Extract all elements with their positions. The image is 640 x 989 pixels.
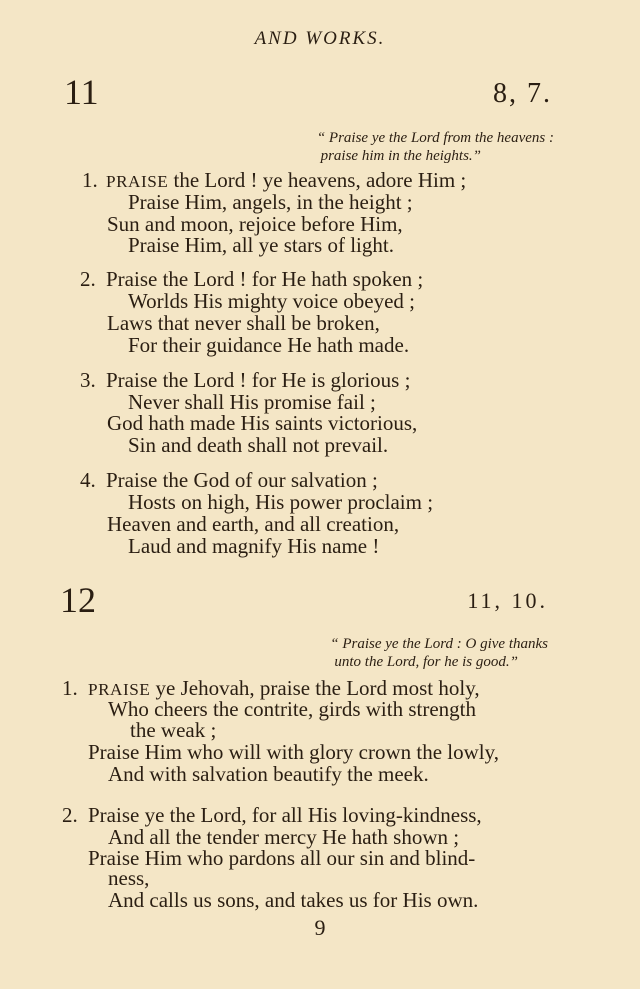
verse-line: Praise Him, all ye stars of light.: [128, 233, 394, 257]
page-number: 9: [314, 915, 326, 940]
verse-number: 4.: [80, 468, 96, 492]
verse-number: 1.: [82, 168, 98, 192]
verse-line: [80, 267, 423, 291]
running-head: AND WORKS.: [254, 28, 386, 49]
verse-line: God hath made His saints victorious,: [107, 411, 418, 435]
epigraph-line: praise him in the heights.”: [320, 148, 481, 164]
verse-line: Sun and moon, rejoice before Him,: [107, 212, 403, 236]
line-text: Praise ye the Lord, for all His loving-kindness,: [88, 803, 482, 827]
hymn-meter: 8, 7.: [493, 78, 552, 109]
verse-line: the weak ;: [130, 718, 217, 742]
hymn-number: 11: [64, 72, 99, 112]
verse-number: 2.: [62, 803, 78, 827]
verse-line: And calls us sons, and takes us for His own.: [108, 888, 479, 912]
verse-line: Praise Him, angels, in the height ;: [128, 190, 413, 214]
line-text: Praise the Lord ! for He is glorious ;: [106, 368, 411, 392]
epigraph-line: unto the Lord, for he is good.”: [334, 654, 518, 670]
verse-line: [62, 803, 482, 827]
verse-number: 2.: [80, 267, 96, 291]
first-word: PRAISE: [106, 172, 169, 191]
epigraph-line: “ Praise ye the Lord : O give thanks: [330, 636, 548, 652]
verse-line: Heaven and earth, and all creation,: [107, 512, 400, 536]
verse-number: 3.: [80, 368, 96, 392]
verse-line: Sin and death shall not prevail.: [128, 433, 389, 457]
verse-line: And with salvation beautify the meek.: [108, 762, 429, 786]
verse-line: [80, 368, 410, 392]
line-text: ye Jehovah, praise the Lord most holy,: [150, 676, 480, 700]
verse-line: Who cheers the contrite, girds with strength: [108, 697, 476, 721]
verse-line: ness,: [108, 866, 150, 890]
verse-line: And all the tender mercy He hath shown ;: [108, 825, 460, 849]
verse-line: Praise Him who will with glory crown the lowly,: [88, 740, 500, 764]
verse-line: [80, 468, 378, 492]
verse-line: For their guidance He hath made.: [128, 333, 410, 357]
verse-line: Hosts on high, His power proclaim ;: [128, 490, 434, 514]
line-text: Praise the Lord ! for He hath spoken ;: [106, 267, 424, 291]
verse-line: Laud and magnify His name !: [128, 534, 380, 558]
verse-line: Worlds His mighty voice obeyed ;: [128, 289, 416, 313]
verse-line: Laws that never shall be broken,: [107, 311, 380, 335]
hymn-number: 12: [60, 580, 96, 620]
line-text: the Lord ! ye heavens, adore Him ;: [168, 168, 467, 192]
line-text: Praise the God of our salvation ;: [106, 468, 378, 492]
verse-number: 1.: [62, 676, 78, 700]
verse-line: Praise Him who pardons all our sin and blind-: [88, 846, 476, 870]
first-word: PRAISE: [88, 680, 151, 699]
epigraph-line: “ Praise ye the Lord from the heavens :: [316, 130, 554, 146]
verse-line: Never shall His promise fail ;: [128, 390, 376, 414]
hymn-meter: 11, 10.: [467, 588, 548, 613]
